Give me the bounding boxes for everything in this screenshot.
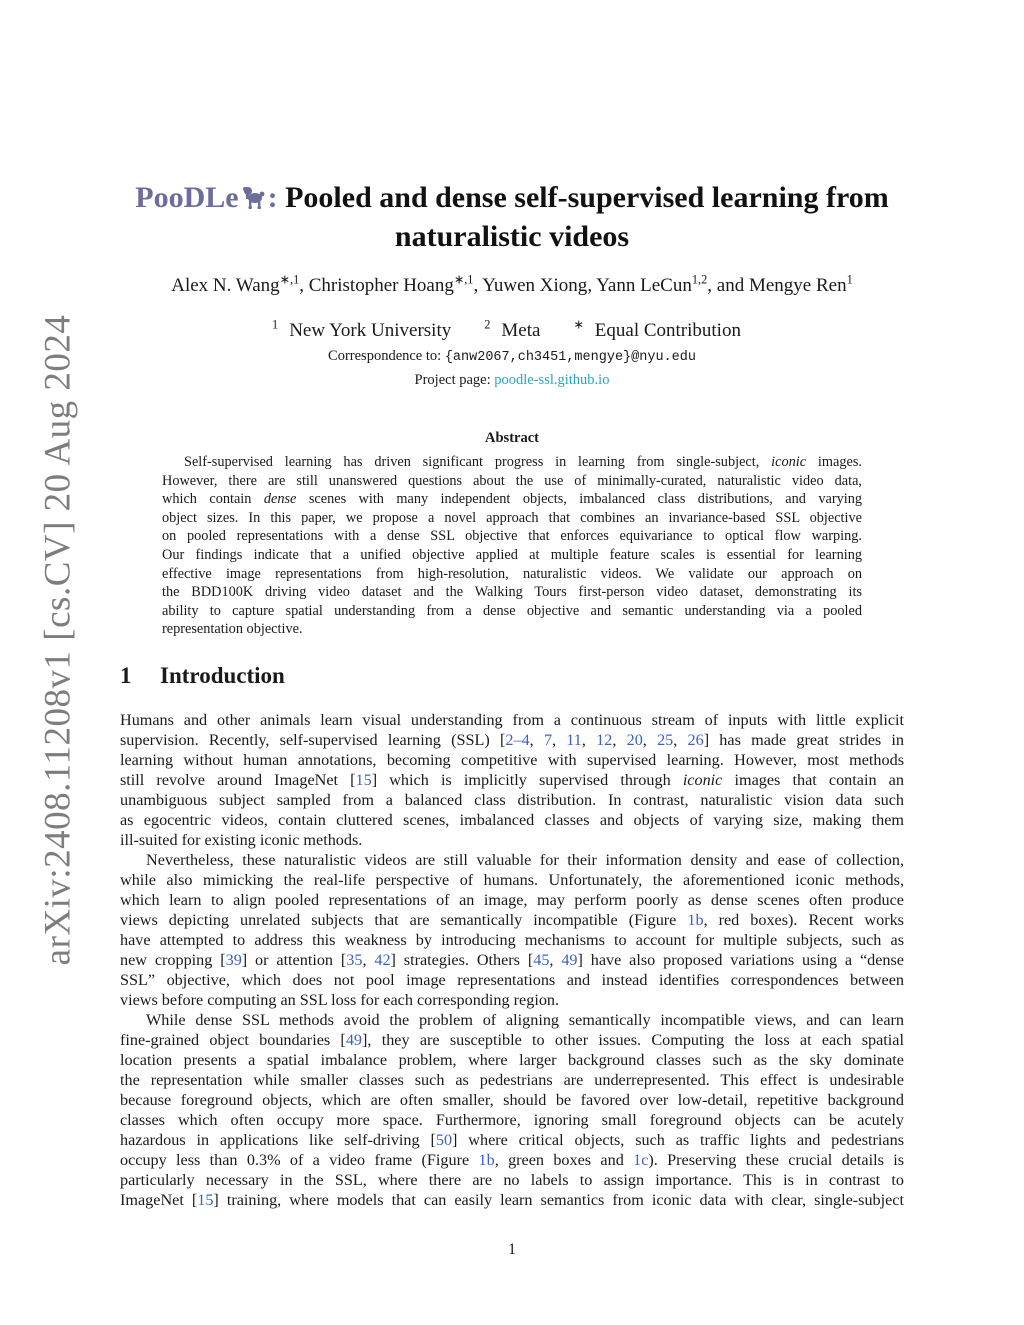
text-run: ] have also proposed variations using a “dense xyxy=(577,951,904,969)
body-line xyxy=(120,1030,904,1050)
text-run: object sizes. In this paper, we propose a novel approach that combines an invariance-based SSL objective xyxy=(162,509,862,526)
body-text xyxy=(120,710,904,1210)
text-run: on pooled representations with a dense SSL objective that enforces equivariance to optical flow warping. xyxy=(162,528,862,545)
body-line xyxy=(120,1170,904,1190)
affiliation-mark: 2 xyxy=(484,317,491,332)
poodle-icon xyxy=(240,185,266,209)
body-line xyxy=(120,1110,904,1130)
author-affil-mark: 1 xyxy=(846,272,853,287)
text-run: which learn to align pooled representations of an image, may perform poorly as dense scenes often produce xyxy=(120,891,904,909)
body-line xyxy=(120,730,904,750)
text-run: images that contain an xyxy=(722,771,904,789)
abstract-line xyxy=(162,509,862,528)
text-run: , xyxy=(549,951,562,969)
citation-link[interactable]: 25 xyxy=(657,731,674,749)
text-run: still revolve around ImageNet [ xyxy=(120,771,356,789)
text-run: learning without human annotations, becoming competitive with supervised learning. However, most methods xyxy=(120,751,904,769)
paper-title xyxy=(110,178,914,256)
emphasis: dense xyxy=(263,491,297,508)
text-run: ], they are susceptible to other issues. Computing the loss at each spatial xyxy=(362,1031,904,1049)
abstract-line xyxy=(162,602,862,621)
abstract-line xyxy=(162,453,862,472)
abstract-heading: Abstract xyxy=(485,430,539,446)
citation-link[interactable]: 11 xyxy=(566,731,582,749)
citation-link[interactable]: 12 xyxy=(596,731,613,749)
affiliation-mark: 1 xyxy=(272,317,279,332)
citation-link[interactable]: 39 xyxy=(225,951,242,969)
affiliations xyxy=(110,317,914,342)
citation-link[interactable]: 45 xyxy=(533,951,550,969)
abstract-line xyxy=(162,565,862,584)
body-line xyxy=(120,1010,904,1030)
text-run: Our findings indicate that a unified objective applied at multiple feature scales is essential for learning xyxy=(162,546,862,563)
text-run: Nevertheless, these naturalistic videos are still valuable for their information density and ease of collection, xyxy=(146,851,904,869)
text-run: location presents a spatial imbalance problem, where larger background classes such as the sky dominate xyxy=(120,1051,904,1069)
author-sep: , xyxy=(299,275,309,296)
correspondence xyxy=(110,348,914,365)
text-run: ability to capture spatial understanding from a dense objective and semantic understanding via a pooled xyxy=(162,602,862,619)
text-run: , xyxy=(529,731,544,749)
text-run: ill-suited for existing iconic methods. xyxy=(120,831,363,849)
body-line xyxy=(120,950,904,970)
text-run: ImageNet [ xyxy=(120,1191,198,1209)
text-run: SSL” objective, which does not pool image representations and instead identifies correspondences between xyxy=(120,971,904,989)
body-line xyxy=(120,910,904,930)
text-run: effective image representations from high-resolution, naturalistic videos. We validate our approach on xyxy=(162,565,862,582)
emphasis: iconic xyxy=(771,454,807,470)
affiliation xyxy=(484,317,551,341)
citation-link[interactable]: 1b xyxy=(478,1151,495,1169)
body-line xyxy=(120,1130,904,1150)
author-name: Mengye Ren xyxy=(748,275,847,296)
title-colon: : xyxy=(267,181,278,214)
text-run: , xyxy=(612,731,627,749)
body-line xyxy=(120,710,904,730)
text-run: ] training, where models that can easily learn semantics from iconic data with clear, single-subject xyxy=(213,1191,904,1209)
body-line xyxy=(120,790,904,810)
author-list xyxy=(110,272,914,297)
text-run: , xyxy=(673,731,688,749)
project-label: Project page: xyxy=(414,372,495,388)
citation-link[interactable]: 49 xyxy=(561,951,578,969)
text-run: unambiguous subject sampled from a balanced class distribution. In contrast, naturalistic vision data such xyxy=(120,791,904,809)
text-run: supervision. Recently, self-supervised learning (SSL) [ xyxy=(120,731,506,749)
abstract-line xyxy=(162,620,862,639)
author-affil-mark: 1,2 xyxy=(691,272,708,287)
text-run: hazardous in applications like self-driving [ xyxy=(120,1131,436,1149)
citation-link[interactable]: 2–4 xyxy=(505,731,530,749)
text-run: have attempted to address this weakness by introducing mechanisms to account for multiple subjects, such as xyxy=(120,931,904,949)
body-line xyxy=(120,1090,904,1110)
text-run: images. xyxy=(806,454,862,470)
project-link[interactable]: poodle-ssl.github.io xyxy=(494,372,610,388)
text-run: , xyxy=(552,731,567,749)
author-sep: , xyxy=(587,275,597,296)
title-line1: Pooled and dense self-supervised learning from xyxy=(285,181,889,214)
citation-link[interactable]: 15 xyxy=(355,771,372,789)
body-line xyxy=(120,770,904,790)
body-line xyxy=(120,970,904,990)
title-line2: naturalistic videos xyxy=(394,220,630,253)
text-run: which contain xyxy=(162,491,264,508)
author-name: Christopher Hoang xyxy=(308,275,454,296)
text-run: ] where critical objects, such as traffic lights and pedestrians xyxy=(452,1131,904,1149)
section-title: Introduction xyxy=(160,663,285,688)
text-run: views before computing an SSL loss for each corresponding region. xyxy=(120,991,560,1009)
affiliation xyxy=(573,317,752,341)
citation-link[interactable]: 7 xyxy=(543,731,553,749)
body-line xyxy=(120,1190,904,1210)
text-run: representation objective. xyxy=(162,621,303,638)
citation-link[interactable]: 26 xyxy=(687,731,704,749)
project-page xyxy=(110,372,914,389)
author-name: Yuwen Xiong xyxy=(482,275,588,296)
body-line xyxy=(120,1070,904,1090)
text-run: new cropping [ xyxy=(120,951,226,969)
citation-link[interactable]: 20 xyxy=(626,731,643,749)
author-sep: , and xyxy=(707,275,749,296)
text-run: , red boxes). Recent works xyxy=(703,911,904,929)
abstract-line xyxy=(162,527,862,546)
author-affil-mark: ∗,1 xyxy=(453,272,474,287)
affiliation-name: Meta xyxy=(501,320,541,341)
author-affil-mark: ∗,1 xyxy=(279,272,300,287)
text-run: ] has made great strides in xyxy=(703,731,905,749)
body-line xyxy=(120,810,904,830)
affiliation-mark: ∗ xyxy=(573,317,584,332)
emphasis: iconic xyxy=(682,771,723,789)
affiliation-name: New York University xyxy=(289,320,452,341)
text-run: as egocentric videos, contain cluttered scenes, imbalanced classes and objects of varying size, making them xyxy=(120,811,904,829)
citation-link[interactable]: 1c xyxy=(633,1151,649,1169)
text-run: ] or attention [ xyxy=(241,951,347,969)
body-line xyxy=(120,1050,904,1070)
body-line xyxy=(120,750,904,770)
abstract-line xyxy=(162,490,862,509)
text-run: While dense SSL methods avoid the problem of aligning semantically incompatible views, and can learn xyxy=(146,1011,904,1029)
author-name: Alex N. Wang xyxy=(171,275,280,296)
page-number: 1 xyxy=(508,1241,516,1258)
text-run: , xyxy=(642,731,658,749)
body-line xyxy=(120,1150,904,1170)
text-run: , green boxes and xyxy=(494,1151,634,1169)
text-run: However, there are still unanswered questions about the use of minimally-curated, naturalistic video data, xyxy=(162,472,862,489)
arxiv-stamp: arXiv:2408.11208v1 [cs.CV] 20 Aug 2024 xyxy=(37,314,79,966)
text-run: , xyxy=(581,731,597,749)
text-run: particularly necessary in the SSL, where there are no labels to assign importance. This is in contrast to xyxy=(120,1171,904,1189)
body-line xyxy=(120,850,904,870)
abstract-line xyxy=(162,472,862,491)
citation-link[interactable]: 49 xyxy=(345,1031,363,1049)
text-run: Humans and other animals learn visual understanding from a continuous stream of inputs with little explicit xyxy=(120,711,904,729)
citation-link[interactable]: 35 xyxy=(346,951,363,969)
text-run: occupy less than 0.3% of a video frame (Figure xyxy=(120,1151,479,1169)
text-run: while also mimicking the real-life perspective of humans. Unfortunately, the aforementioned iconic methods, xyxy=(120,871,904,889)
text-run: ] which is implicitly supervised through xyxy=(371,771,683,789)
correspondence-email[interactable]: {anw2067,ch3451,mengye}@nyu.edu xyxy=(444,350,696,365)
text-run: ] strategies. Others [ xyxy=(390,951,534,969)
body-line xyxy=(120,890,904,910)
affiliation xyxy=(272,317,462,341)
text-run: , xyxy=(362,951,375,969)
citation-link[interactable]: 15 xyxy=(197,1191,214,1209)
abstract-line xyxy=(162,583,862,602)
text-run: the BDD100K driving video dataset and the Walking Tours first-person video dataset, demonstrating its xyxy=(162,584,862,601)
body-line xyxy=(120,930,904,950)
body-line xyxy=(120,830,904,850)
affiliation-name: Equal Contribution xyxy=(594,320,741,341)
text-run: fine-grained object boundaries [ xyxy=(120,1031,346,1049)
text-run: scenes with many independent objects, imbalanced class distributions, and varying xyxy=(296,491,862,508)
body-line xyxy=(120,870,904,890)
citation-link[interactable]: 1b xyxy=(687,911,704,929)
abstract-text xyxy=(162,453,862,639)
abstract-line xyxy=(162,546,862,565)
text-run: because foreground objects, which are often smaller, should be favored over low-detail, repetitive background xyxy=(120,1091,904,1109)
citation-link[interactable]: 42 xyxy=(374,951,391,969)
correspondence-label: Correspondence to: xyxy=(328,348,445,364)
author-sep: , xyxy=(473,275,483,296)
section-heading xyxy=(120,663,285,689)
text-run: the representation while smaller classes such as pedestrians are underrepresented. This effect is undesirable xyxy=(120,1071,904,1089)
author-name: Yann LeCun xyxy=(596,275,692,296)
citation-link[interactable]: 50 xyxy=(435,1131,453,1149)
text-run: Self-supervised learning has driven significant progress in learning from single-subject, xyxy=(184,454,772,470)
title-brand: PooDLe xyxy=(135,181,239,214)
text-run: ). Preserving these crucial details is xyxy=(648,1151,904,1169)
text-run: views depicting unrelated subjects that are semantically incompatible (Figure xyxy=(120,911,688,929)
body-line xyxy=(120,990,904,1010)
section-number: 1 xyxy=(120,663,132,688)
text-run: classes which often occupy more space. Furthermore, ignoring small foreground objects can be acutely xyxy=(120,1111,904,1129)
